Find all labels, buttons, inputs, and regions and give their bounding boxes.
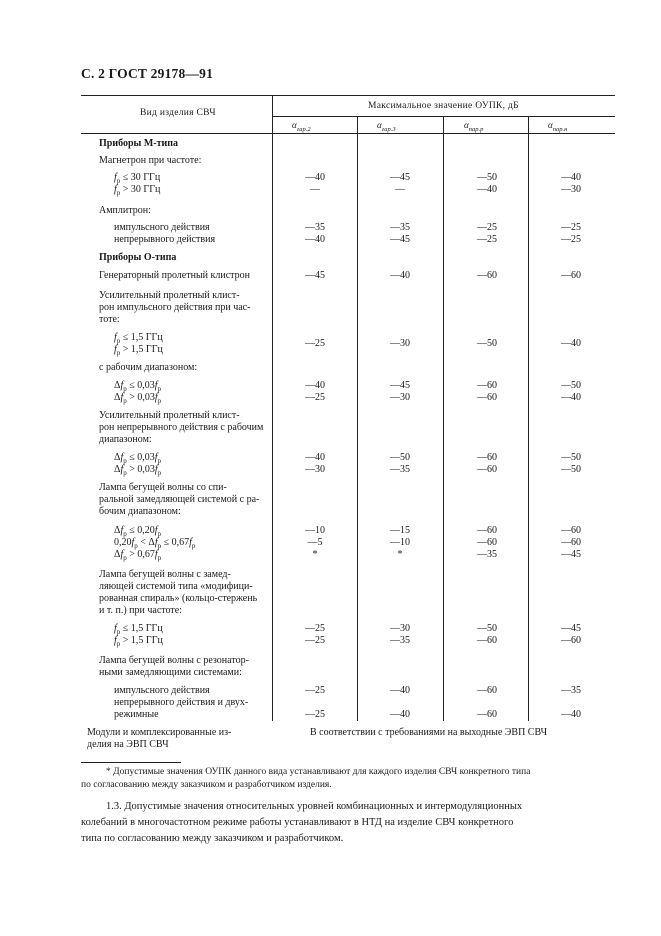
- row-label: $\Delta f_р \le 0,03f_р$: [114, 452, 161, 465]
- paragraph-line: 1.3. Допустимые значения относительных уровней комбинационных и интермодуляционных: [106, 801, 523, 812]
- row-label: бочим диапазоном:: [99, 506, 181, 517]
- row-label: Лампа бегущей волны со спи-: [99, 482, 227, 493]
- row-label: $\Delta f_р \le 0,03f_р$: [114, 380, 161, 393]
- subheader-2: $\alpha_{гар.3}$: [377, 120, 396, 133]
- value-cell: —30: [390, 392, 410, 403]
- column-divider: [272, 95, 273, 721]
- value-cell: *: [312, 549, 318, 560]
- row-label: режимные: [114, 709, 159, 720]
- row-label: $f_р > 1,5$ ГГц: [114, 635, 163, 648]
- value-cell: —: [395, 184, 405, 195]
- value-cell: —40: [561, 709, 581, 720]
- value-cell: —35: [477, 549, 497, 560]
- page-header: С. 2 ГОСТ 29178—91: [81, 66, 214, 81]
- header-bottom-rule: [81, 133, 615, 134]
- value-cell: —40: [305, 452, 325, 463]
- modules-value: В соответствии с требованиями на выходные ЭВП СВЧ: [310, 727, 548, 738]
- row-label: Усилительный пролетный клист-: [99, 290, 240, 301]
- column-divider: [357, 116, 358, 721]
- value-cell: —60: [477, 709, 497, 720]
- value-cell: —35: [390, 635, 410, 646]
- value-cell: —60: [477, 464, 497, 475]
- value-cell: —: [310, 184, 320, 195]
- value-cell: —50: [477, 172, 497, 183]
- table-top-rule: [81, 95, 615, 96]
- value-cell: —40: [305, 380, 325, 391]
- value-cell: —25: [305, 392, 325, 403]
- row-label: $\Delta f_р > 0,03f_р$: [114, 464, 162, 477]
- value-cell: —40: [305, 234, 325, 245]
- column-divider: [443, 116, 444, 721]
- col-group-header: Максимальное значение ОУПК, дБ: [368, 101, 519, 111]
- value-cell: —25: [561, 222, 581, 233]
- value-cell: —60: [477, 380, 497, 391]
- value-cell: —60: [477, 685, 497, 696]
- value-cell: —40: [305, 172, 325, 183]
- row-label: Усилительный пролетный клист-: [99, 410, 240, 421]
- subheader-3: $\alpha_{пар.р}$: [464, 120, 484, 133]
- value-cell: —60: [477, 635, 497, 646]
- value-cell: —60: [477, 270, 497, 281]
- value-cell: —60: [477, 452, 497, 463]
- row-label: $f_р > 1,5$ ГГц: [114, 344, 163, 357]
- value-cell: —25: [305, 635, 325, 646]
- row-label: $f_р \le 1,5$ ГГц: [114, 623, 163, 636]
- value-cell: —30: [561, 184, 581, 195]
- row-label: импульсного действия: [114, 685, 210, 696]
- value-cell: —25: [477, 234, 497, 245]
- value-cell: —40: [390, 685, 410, 696]
- row-label: и т. п.) при частоте:: [99, 605, 182, 616]
- row-label: непрерывного действия: [114, 234, 216, 245]
- row-label: ральной замедляющей системой с ра-: [99, 494, 260, 505]
- value-cell: —50: [390, 452, 410, 463]
- value-cell: —5: [307, 537, 323, 548]
- row-label: $\Delta f_р > 0,67f_р$: [114, 549, 162, 562]
- value-cell: —50: [477, 338, 497, 349]
- value-cell: —15: [390, 525, 410, 536]
- col-device-header: Вид изделия СВЧ: [140, 108, 216, 118]
- value-cell: —60: [561, 635, 581, 646]
- value-cell: —25: [561, 234, 581, 245]
- value-cell: —45: [561, 549, 581, 560]
- row-label: рон импульсного действия при час-: [99, 302, 251, 313]
- value-cell: —45: [390, 172, 410, 183]
- value-cell: —40: [390, 270, 410, 281]
- row-label: с рабочим диапазоном:: [99, 362, 198, 373]
- row-label: $\Delta f_р > 0,03f_р$: [114, 392, 162, 405]
- column-divider: [528, 116, 529, 721]
- value-cell: —45: [390, 234, 410, 245]
- row-label: тоте:: [99, 314, 120, 325]
- row-label: Лампа бегущей волны с замед-: [99, 569, 231, 580]
- subheader-1: $\alpha_{гар.2}$: [292, 120, 311, 133]
- value-cell: —30: [390, 338, 410, 349]
- value-cell: —25: [305, 623, 325, 634]
- subheader-4: $\alpha_{пар.н}$: [548, 120, 568, 133]
- value-cell: —10: [390, 537, 410, 548]
- row-label: Лампа бегущей волны с резонатор-: [99, 655, 249, 666]
- paragraph-line: типа по согласованию между заказчиком и разработчиком.: [81, 833, 344, 844]
- row-label: $0,20f_р < \Delta f_р \le 0,67f_р$: [114, 537, 196, 550]
- value-cell: —60: [561, 525, 581, 536]
- value-cell: —60: [561, 537, 581, 548]
- row-label: Генераторный пролетный клистрон: [99, 270, 251, 281]
- value-cell: —35: [305, 222, 325, 233]
- row-label: $f_р \le 1,5$ ГГц: [114, 332, 163, 345]
- row-label: рон непрерывного действия с рабочим: [99, 422, 264, 433]
- value-cell: —40: [561, 338, 581, 349]
- value-cell: —45: [561, 623, 581, 634]
- footnote-line: * Допустимые значения ОУПК данного вида устанавливают для каждого изделия СВЧ конкретного типа: [106, 767, 531, 777]
- value-cell: —25: [305, 709, 325, 720]
- row-label: $f_р > 30$ ГГц: [114, 184, 161, 197]
- row-label: диапазоном:: [99, 434, 152, 445]
- value-cell: —50: [561, 380, 581, 391]
- value-cell: —25: [305, 685, 325, 696]
- row-label: делия на ЭВП СВЧ: [87, 739, 169, 750]
- value-cell: —35: [561, 685, 581, 696]
- row-label: непрерывного действия и двух-: [114, 697, 249, 708]
- value-cell: —40: [477, 184, 497, 195]
- row-label: импульсного действия: [114, 222, 210, 233]
- value-cell: —50: [561, 464, 581, 475]
- paragraph-line: колебаний в многочастотном режиме работы устанавливают в НТД на изделие СВЧ конкретного: [81, 817, 514, 828]
- value-cell: —35: [390, 464, 410, 475]
- value-cell: —60: [477, 392, 497, 403]
- value-cell: —45: [305, 270, 325, 281]
- value-cell: —60: [477, 525, 497, 536]
- value-cell: —50: [561, 452, 581, 463]
- value-cell: —50: [477, 623, 497, 634]
- value-cell: —10: [305, 525, 325, 536]
- row-label: ляющей системой типа «модифици-: [99, 581, 253, 592]
- value-cell: —25: [477, 222, 497, 233]
- value-cell: —30: [305, 464, 325, 475]
- value-cell: —60: [477, 537, 497, 548]
- row-label: $f_р \le 30$ ГГц: [114, 172, 161, 185]
- row-label: Амплитрон:: [99, 205, 151, 216]
- value-cell: —40: [561, 392, 581, 403]
- row-label: рованная спираль» (кольцо-стержень: [99, 593, 258, 604]
- section-title: Приборы М-типа: [99, 138, 179, 149]
- value-cell: *: [397, 549, 403, 560]
- row-label: $\Delta f_р \le 0,20f_р$: [114, 525, 161, 538]
- footnote-rule: [81, 762, 181, 763]
- value-cell: —40: [390, 709, 410, 720]
- value-cell: —40: [561, 172, 581, 183]
- row-label: ными замедляющими системами:: [99, 667, 242, 678]
- value-cell: —30: [390, 623, 410, 634]
- footnote-line: по согласованию между заказчиком и разработчиком изделия.: [81, 780, 332, 790]
- section-title: Приборы О-типа: [99, 252, 177, 263]
- value-cell: —35: [390, 222, 410, 233]
- value-cell: —60: [561, 270, 581, 281]
- row-label: Магнетрон при частоте:: [99, 155, 202, 166]
- value-cell: —45: [390, 380, 410, 391]
- row-label: Модули и комплексированные из-: [87, 727, 232, 738]
- value-cell: —25: [305, 338, 325, 349]
